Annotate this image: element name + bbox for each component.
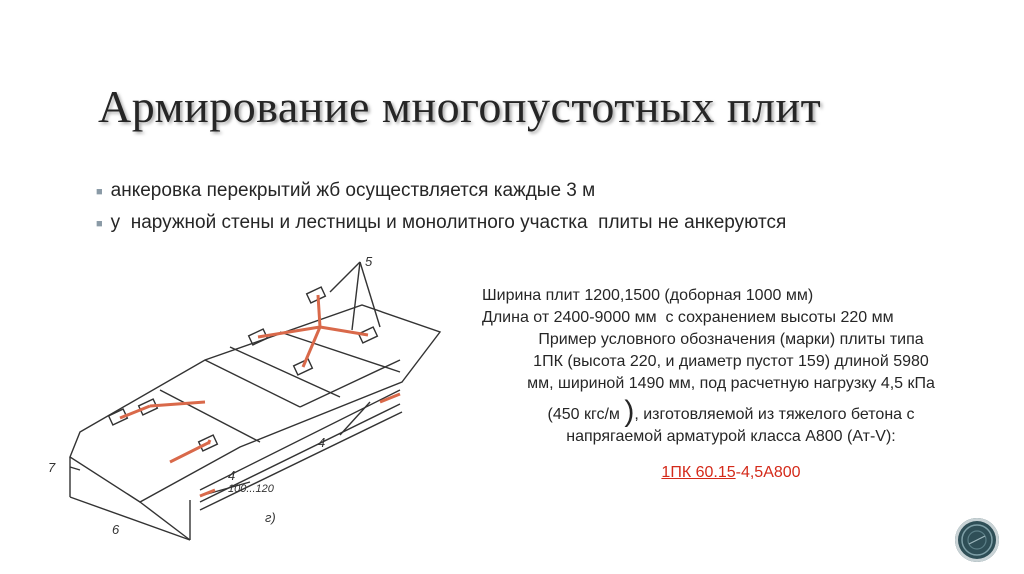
callout-6-label: 6 bbox=[112, 522, 120, 537]
slab-joint-line bbox=[205, 360, 300, 407]
bullet-icon: ■ bbox=[96, 186, 103, 198]
leader-line bbox=[360, 262, 380, 327]
slide-nav-icon bbox=[955, 518, 999, 562]
dimension-label: 100...120 bbox=[228, 483, 274, 495]
leader-line bbox=[70, 467, 80, 470]
description-line: Пример условного обозначения (марки) плиты типа bbox=[538, 331, 924, 348]
description-line: Длина от 2400-9000 мм с сохранением высоты 220 мм bbox=[482, 309, 894, 326]
description-text: (450 кгс/м bbox=[547, 406, 620, 423]
grade-suffix: -4,5А800 bbox=[735, 464, 801, 481]
description-line: напрягаемой арматурой класса А800 (Ат-V): bbox=[566, 428, 896, 445]
slab-joint-line bbox=[230, 347, 340, 397]
grade-designation bbox=[466, 462, 996, 484]
support-wall-line bbox=[70, 497, 190, 540]
grade-code: 1ПК 60.15 bbox=[661, 464, 736, 481]
anchor-pocket bbox=[307, 287, 326, 303]
description-line: 1ПК (высота 220, и диаметр пустот 159) длиной 5980 bbox=[533, 353, 929, 370]
bullet-icon: ■ bbox=[96, 218, 103, 230]
bullet-text: у наружной стены и лестницы и монолитного участка плиты не анкеруются bbox=[110, 212, 787, 233]
callout-7-label: 7 bbox=[48, 460, 56, 475]
slab-joint-line bbox=[280, 332, 400, 372]
slide-nav-button[interactable] bbox=[955, 518, 999, 562]
slab-joint-line bbox=[160, 390, 260, 442]
slide-title: Армирование многопустотных плит bbox=[98, 81, 822, 132]
anchor-rebar bbox=[150, 402, 205, 406]
anchor-rebar bbox=[320, 327, 368, 335]
slab-reinforcement-drawing bbox=[40, 252, 460, 552]
bullet-text: анкеровка перекрытий жб осуществляется каждые 3 м bbox=[110, 180, 596, 201]
figure-letter-label: г) bbox=[265, 510, 276, 525]
description-text: , изготовляемой из тяжелого бетона с bbox=[634, 406, 915, 423]
bullet-list bbox=[96, 180, 976, 244]
description-line: мм, шириной 1490 мм, под расчетную нагрузку 4,5 кПа bbox=[527, 375, 935, 392]
slab-top-outline bbox=[70, 305, 440, 502]
bullet-item bbox=[96, 212, 976, 234]
callout-5-label: 5 bbox=[365, 254, 373, 269]
anchor-rebar bbox=[303, 327, 320, 367]
description-line bbox=[466, 395, 996, 428]
bullet-item bbox=[96, 180, 976, 202]
slab-front-edge bbox=[140, 502, 190, 540]
anchor-rebar bbox=[170, 442, 210, 462]
description-paren: ) bbox=[624, 395, 635, 428]
callout-4-label: 4 bbox=[318, 435, 326, 450]
leader-line bbox=[352, 262, 360, 330]
callout-4-label: 4 bbox=[228, 468, 236, 483]
description-block bbox=[466, 285, 996, 484]
anchor-rebar bbox=[318, 295, 320, 327]
description-line: Ширина плит 1200,1500 (доборная 1000 мм) bbox=[482, 287, 814, 304]
leader-line bbox=[330, 262, 360, 292]
